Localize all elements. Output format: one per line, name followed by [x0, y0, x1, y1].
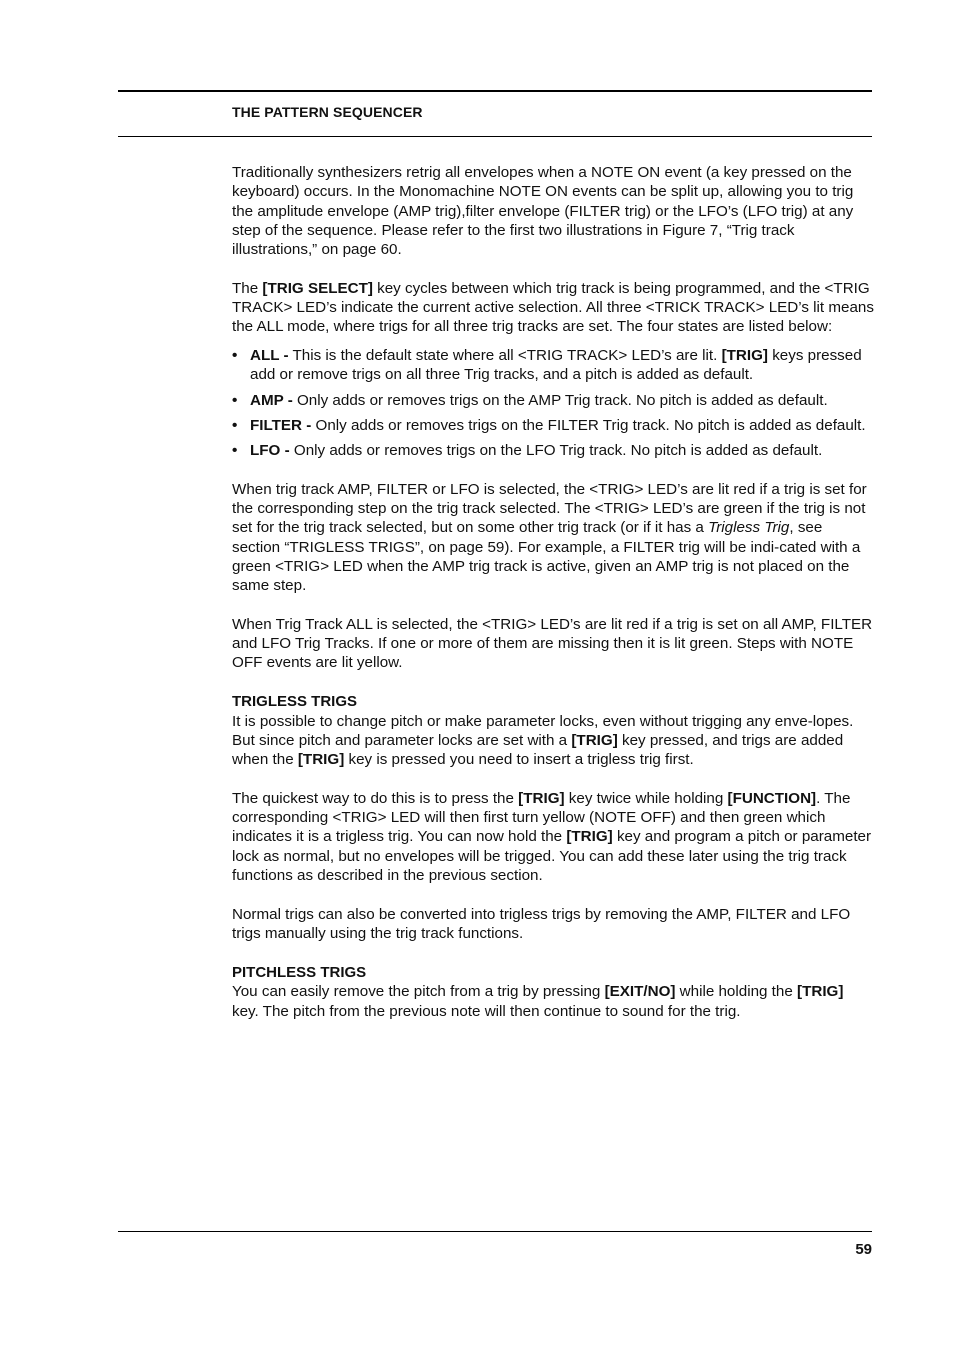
text-run: key is pressed you need to insert a trigless trig first. [344, 751, 694, 769]
text-run: keys pressed add or remove trigs on all three Trig tracks, and a pitch is added as default. [250, 347, 862, 384]
text-run: while holding the [675, 983, 798, 1001]
text-run: The quickest way to do this is to press the [232, 789, 519, 807]
key-label: [TRIG SELECT] [262, 279, 373, 297]
paragraph-trig-select [232, 279, 874, 337]
header-bottom-rule [118, 136, 872, 137]
paragraph-trigless-1 [232, 712, 874, 770]
key-label: [TRIG] [518, 789, 565, 807]
text-run: The [232, 279, 263, 297]
text-run: It is possible to change pitch or make parameter locks, even without trigging any enve-lopes. But since pitch and parameter locks are set with a [232, 712, 854, 749]
state-label: FILTER - [250, 417, 312, 435]
key-label: [EXIT/NO] [604, 983, 676, 1001]
list-item [232, 416, 874, 435]
header-top-rule [118, 90, 872, 92]
text-run: key and program a pitch or parameter lock as normal, but no envelopes will be trigged. You can add these later using the trig track functions as described in the previous section. [232, 828, 872, 885]
text-run: , see section “TRIGLESS TRIGS”, on page 59). For example, a FILTER trig will be indi-cated with a green <TRIG> LED when the AMP trig track is active, given an AMP trig is not placed on the same step. [232, 519, 861, 595]
paragraph-intro: Traditionally synthesizers retrig all envelopes when a NOTE ON event (a key pressed on the keyboard) occurs. In the Monomachine NOTE ON events can be split up, allowing you to trig the amplitude envelope (AMP trig),filter envelope (FILTER trig) or the LFO’s (LFO trig) at any step of the sequence. Please refer to the first two illustrations in Figure 7, “Trig track illustrations,” on page 60. [232, 164, 854, 259]
section-heading-pitchless: PITCHLESS TRIGS [232, 963, 367, 981]
list-item [232, 441, 874, 460]
text-run: . The corresponding <TRIG> LED will then first turn yellow (NOTE OFF) and then green which indicates it is a trigless trig. You can now hold the [232, 789, 851, 846]
text-run: Only adds or removes trigs on the LFO Trig track. No pitch is added as default. [289, 442, 823, 460]
text-run: You can easily remove the pitch from a trig by pressing [232, 983, 605, 1001]
state-label: LFO - [250, 442, 290, 460]
section-heading-trigless: TRIGLESS TRIGS [232, 693, 358, 711]
italic-term: Trigless Trig [708, 519, 790, 537]
text-run: key pressed, and trigs are added when the [232, 731, 844, 769]
list-item [232, 346, 874, 385]
state-label: AMP - [250, 391, 293, 409]
key-label: [TRIG] [297, 751, 345, 769]
list-item [232, 391, 874, 410]
bullet-icon: • [232, 417, 238, 435]
paragraph-trigless-3: Normal trigs can also be converted into trigless trigs by removing the AMP, FILTER and LFO trigs manually using the trig track functions. [232, 905, 851, 943]
trig-state-list [232, 346, 874, 460]
key-label: [TRIG] [721, 347, 768, 365]
footer-rule [118, 1231, 872, 1232]
bullet-icon: • [232, 391, 238, 409]
text-run: When trig track AMP, FILTER or LFO is selected, the <TRIG> LED’s are lit red if a trig is set for the corresponding step on the trig track selected. The <TRIG> LED’s are green if the trig is not set for the trig track selected, but on some other trig track (or if it has a [232, 480, 867, 537]
paragraph-led-colors [232, 480, 874, 596]
paragraph-trigless-2 [232, 789, 874, 885]
paragraph-trig-track-all: When Trig Track ALL is selected, the <TRIG> LED’s are lit red if a trig is set on all AMP, FILTER and LFO Trig Tracks. If one or more of them are missing then it is lit green. Steps with NOTE OFF events are lit yellow. [232, 615, 873, 672]
page-number: 59 [855, 1241, 872, 1258]
key-label: [FUNCTION] [727, 789, 817, 807]
state-label: ALL - [250, 347, 289, 365]
paragraph-pitchless [232, 982, 874, 1021]
text-run: Only adds or removes trigs on the AMP Trig track. No pitch is added as default. [292, 391, 828, 409]
text-run: key cycles between which trig track is being programmed, and the <TRIG TRACK> LED’s indicate the current active selection. All three <TRICK TRACK> LED’s lit means the ALL mode, where trigs for all three trig tracks are set. The four states are listed below: [232, 279, 874, 336]
running-header: THE PATTERN SEQUENCER [232, 104, 423, 120]
key-label: [TRIG] [571, 731, 618, 749]
text-run: key. The pitch from the previous note will then continue to sound for the trig. [232, 1002, 741, 1020]
text-run: Only adds or removes trigs on the FILTER Trig track. No pitch is added as default. [311, 417, 866, 435]
text-run: key twice while holding [564, 789, 728, 807]
bullet-icon: • [232, 442, 238, 460]
bullet-icon: • [232, 347, 238, 365]
text-run: This is the default state where all <TRIG TRACK> LED’s are lit. [288, 347, 722, 365]
page-body [232, 163, 874, 1021]
key-label: [TRIG] [566, 828, 613, 846]
key-label: [TRIG] [797, 983, 844, 1001]
